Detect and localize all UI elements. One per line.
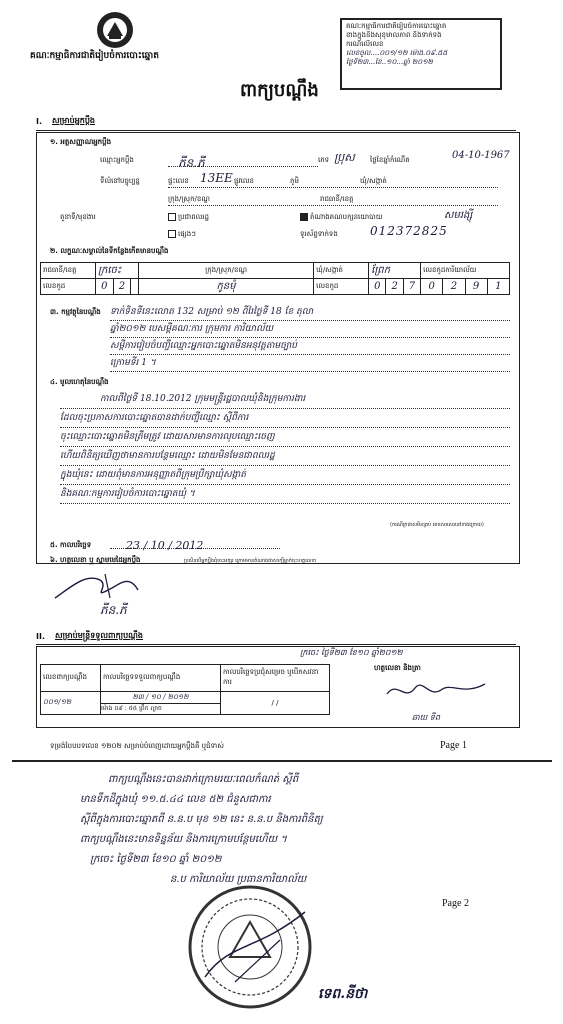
receipt-table [40, 664, 330, 715]
role-option-party[interactable] [300, 213, 383, 222]
divider [36, 644, 516, 645]
divider [36, 130, 516, 131]
reason-line: ដែលចុះប្រកាសការបោះឆ្នោតបានដាក់បញ្ជីឈ្មោះ ស្ដីពីការ [60, 409, 510, 428]
reason-heading: ៤. មូលហេតុនៃបណ្ដឹង [50, 378, 109, 386]
role-label: តួនាទី/មុខងារ [60, 213, 96, 221]
subject-line: សម្ដីការរៀបចំបញ្ជីឈ្មោះអ្នកបោះឆ្នោតមិនអនុវត្តតាមច្បាប់ [110, 338, 510, 355]
role-option-label: ផ្សេងៗ [178, 230, 196, 238]
sex-label: ភេទ [318, 156, 330, 164]
note-line: មានទឹកដីក្នុងឃុំ ១១.៥.៤៤ លេខ ៥២ ជំនួសជាការ [80, 794, 271, 805]
code-digit: 2 [443, 279, 465, 295]
code-digit: 9 [465, 279, 487, 295]
code-digit: 0 [369, 279, 386, 295]
address-label: ទីលំនៅបច្ចុប្បន្ន [100, 177, 140, 185]
location-heading: ២. លក្ខណៈសម្គាល់នៃទីកន្លែងកើតមានបណ្ដឹង [50, 247, 169, 255]
date-label: ៥. កាលបរិច្ឆេទ [50, 541, 92, 549]
code-digit: 1 [487, 279, 509, 295]
checkbox[interactable] [168, 213, 176, 221]
dob-value: 04-10-1967 [452, 150, 510, 161]
date-value: 23 / 10 / 2012 [126, 539, 204, 552]
role-option-label: តំណាងគណបក្សនយោបាយ [310, 213, 383, 221]
subject-text[interactable] [110, 304, 510, 372]
hearing-date: / / [221, 692, 330, 715]
location-table [40, 262, 510, 295]
dob-label: ថ្ងៃខែឆ្នាំកំណើត [370, 156, 410, 164]
stamp-line: ករណីលើលេខ [346, 40, 384, 48]
address-line [168, 187, 498, 188]
page2-signer-name: ទេព.នីថា [318, 986, 368, 1002]
receipt-no: ០០១/១២ [41, 692, 101, 715]
loc-header: រាជធានី/ខេត្ត [41, 263, 96, 279]
signer-name: ភីន.ភី [100, 603, 127, 617]
name-value: ភីន.ភី [178, 156, 205, 170]
receipt-col-header: កាលបរិច្ឆេទទទួលពាក្យបណ្ដឹង [101, 665, 221, 692]
code-digit: 0 [96, 279, 114, 295]
address-line [168, 205, 498, 206]
sign-seal-title: ហត្ថលេខា និងត្រា [374, 664, 421, 672]
date-field[interactable] [110, 534, 280, 552]
form-number-note: ទម្រង់បែបបទលេខ ១២០២ សម្រាប់បំពេញដោយអ្នកប្ដឹងគឺ ឬជំទាស់ [50, 742, 224, 750]
doc-title: ពាក្យបណ្ដឹង [240, 80, 319, 101]
district-label: ក្រុង/ស្រុក/ខណ្ឌ [168, 195, 210, 203]
signature-heading: ៦. ហត្ថលេខា ឬ ស្នាមមេដៃអ្នកប្ដឹង [50, 556, 141, 564]
section-1-heading: សម្រាប់អ្នកប្ដឹង [52, 116, 96, 125]
nec-emblem-logo [95, 10, 135, 50]
phone-label: ទូរស័ព្ទទាក់ទង [300, 230, 338, 238]
section-2-heading: សម្រាប់មន្ត្រីទទួលពាក្យបណ្ដឹង [55, 631, 144, 640]
identity-heading: ១. អត្តសញ្ញាណអ្នកប្ដឹង [50, 138, 112, 146]
stamp-line: គណៈកម្មាធិការជាតិរៀបចំការបោះឆ្នោត [346, 22, 447, 30]
loc-header: លេខកូដ [314, 279, 369, 295]
stamp-line: លេខចូល....០០១/១២ ម៉ោង.០៩.៥៥ [346, 49, 448, 57]
section-2-label: II. [36, 632, 45, 641]
role-option-other[interactable] [168, 230, 196, 239]
name-field[interactable] [168, 152, 318, 170]
reason-text[interactable] [60, 390, 510, 504]
code-digit: 2 [113, 279, 131, 295]
loc-spacer [131, 279, 139, 295]
page-number-2: Page 2 [442, 898, 469, 909]
checkbox-checked[interactable] [300, 213, 308, 221]
subject-line: ទាក់ទិនទីនេះលោត 132 សម្រាប់ ១២ ពីរៃថ្ងៃទី 18 ខែ តុលា [110, 304, 510, 321]
reason-line: ក្នុងឃុំនេះ ដោយពុំមានការអនុញ្ញាតពីក្រុមប្រឹក្សាឃុំសង្កាត់ [60, 466, 510, 485]
code-digit: 7 [403, 279, 420, 295]
subject-line: ក្រោមទីរ 1 ។ [110, 355, 510, 372]
official-name: ឆាយ ទីព [412, 713, 440, 722]
loc-header: លេខកូដ [41, 279, 96, 295]
note-line: ន.ប ការិយាល័យ ប្រធានការិយាល័យ [170, 874, 307, 885]
role-option-label: ប្រជាពលរដ្ឋ [178, 213, 209, 221]
official-signature [385, 676, 495, 706]
code-digit: 0 [421, 279, 443, 295]
section-1-label: I. [36, 117, 43, 126]
loc-header: ក្រុង/ស្រុក/ខណ្ឌ [139, 263, 314, 279]
stamp-line: ខាងក្នុងនិងសុខុមាលភាព និងទាក់ទង [346, 31, 442, 39]
note-line: ក្រចេះ ថ្ងៃទី២៣ ខែ១០ ឆ្នាំ ២០១២ [90, 854, 222, 865]
receipt-date-cell [101, 692, 221, 715]
receipt-date: ២៣ / ១០ / ២០១២ [101, 693, 220, 704]
street-label: ផ្លូវលេខ [234, 177, 254, 185]
province-label: រាជធានី/ខេត្ត [320, 195, 354, 203]
loc-header: លេខកូដការិយាល័យ [421, 263, 510, 279]
reason-line: ហើយពិនិត្យឃើញថាមានការបន្ថែមឈ្មោះ ដោយមិនមែនជាពលរដ្ឋ [60, 447, 510, 466]
loc-value: ក្រចេះ [96, 263, 139, 279]
house-value: 13EE [200, 171, 233, 185]
page-2 [0, 762, 563, 1024]
note-line: ពាក្យបណ្ដឹងនេះមានទិន្នន័យ និងការក្រោមបន្ថែមហើយ ។ [80, 834, 287, 845]
receive-date-line: ក្រចេះ ថ្ងៃទី២៣ ខែ១០ ឆ្នាំ២០១២ [300, 648, 403, 657]
loc-value: ព្រែក [369, 263, 421, 279]
official-seal-stamp [185, 882, 315, 1012]
reason-line: ចុះឈ្មោះបោះឆ្នោតមិនត្រឹមត្រូវ ដោយសារមានការលុបឈ្មោះចេញ [60, 428, 510, 447]
loc-value: កូនមុំ [139, 279, 314, 295]
note-line: ពាក្យបណ្ដឹងនេះបានដាក់ក្រោមរយៈពេលកំណត់ ស្ដីពី [108, 774, 299, 785]
signature-note: ប្រសិនបើអ្នកប្ដឹងពុំចេះអក្សរ ក្រោមមានតំណាងជាសាក្សីម្នាក់ចុះហត្ថលេខា [184, 558, 317, 564]
subject-heading: ៣. កម្មវត្ថុនៃបណ្ដឹង [50, 308, 101, 316]
reason-line: និងគណៈកម្មការរៀបចំការបោះឆ្នោតឃុំ ។ [60, 485, 510, 504]
house-label: ផ្ទះលេខ [168, 177, 189, 185]
phone-value: 012372825 [370, 224, 448, 238]
page2-note [80, 770, 400, 890]
code-digit: 2 [386, 279, 403, 295]
stamp-line: ថ្ងៃទី២៣...ខែ..១០...ឆ្នាំ ២០១២ [346, 58, 433, 66]
loc-header: ឃុំ/សង្កាត់ [314, 263, 369, 279]
checkbox[interactable] [168, 230, 176, 238]
reason-line: កាលពីថ្ងៃទី 18.10.2012 ក្រុមមន្ត្រីរដ្ឋបាលឃុំនិងក្រុមការងារ [60, 390, 510, 409]
role-option-citizen[interactable] [168, 213, 209, 222]
party-name-value: សមរង្ស៊ី [444, 210, 473, 221]
subject-line: ឆ្នាំ២០១២ បេសម្ដីគណៈការ ក្រុមការ ការិយាល័យ [110, 321, 510, 338]
sex-value: ប្រុស [334, 151, 355, 164]
village-label: ភូមិ [290, 177, 299, 185]
note-line: ស្ដីពីក្នុងការបោះឆ្នោតពី ន.ន.ប មុខ ១២ នេះ ន.ន.ប និងការពិនិត្យ [80, 814, 323, 825]
reason-note: (ករណីក្រដាសមិនគ្រប់ អាចសរសេរនៅខាងក្រោយ) [390, 522, 484, 528]
receipt-time: ម៉ោង ០៩ : ៥៥ ព្រឹក ល្ងាច [101, 705, 162, 712]
org-name: គណៈកម្មាធិការជាតិរៀបចំការបោះឆ្នោត [30, 51, 159, 61]
commune-label: ឃុំ/សង្កាត់ [360, 177, 387, 185]
receipt-col-header: លេខពាក្យបណ្ដឹង [41, 665, 101, 692]
name-label: ឈ្មោះអ្នកប្ដឹង [100, 156, 134, 164]
receipt-stamp-box [340, 18, 502, 90]
page-number-1: Page 1 [440, 740, 467, 751]
receipt-col-header: កាលបរិច្ឆេទប្រជុំសម្រេច ឬបើកសវនាការ [221, 665, 330, 692]
